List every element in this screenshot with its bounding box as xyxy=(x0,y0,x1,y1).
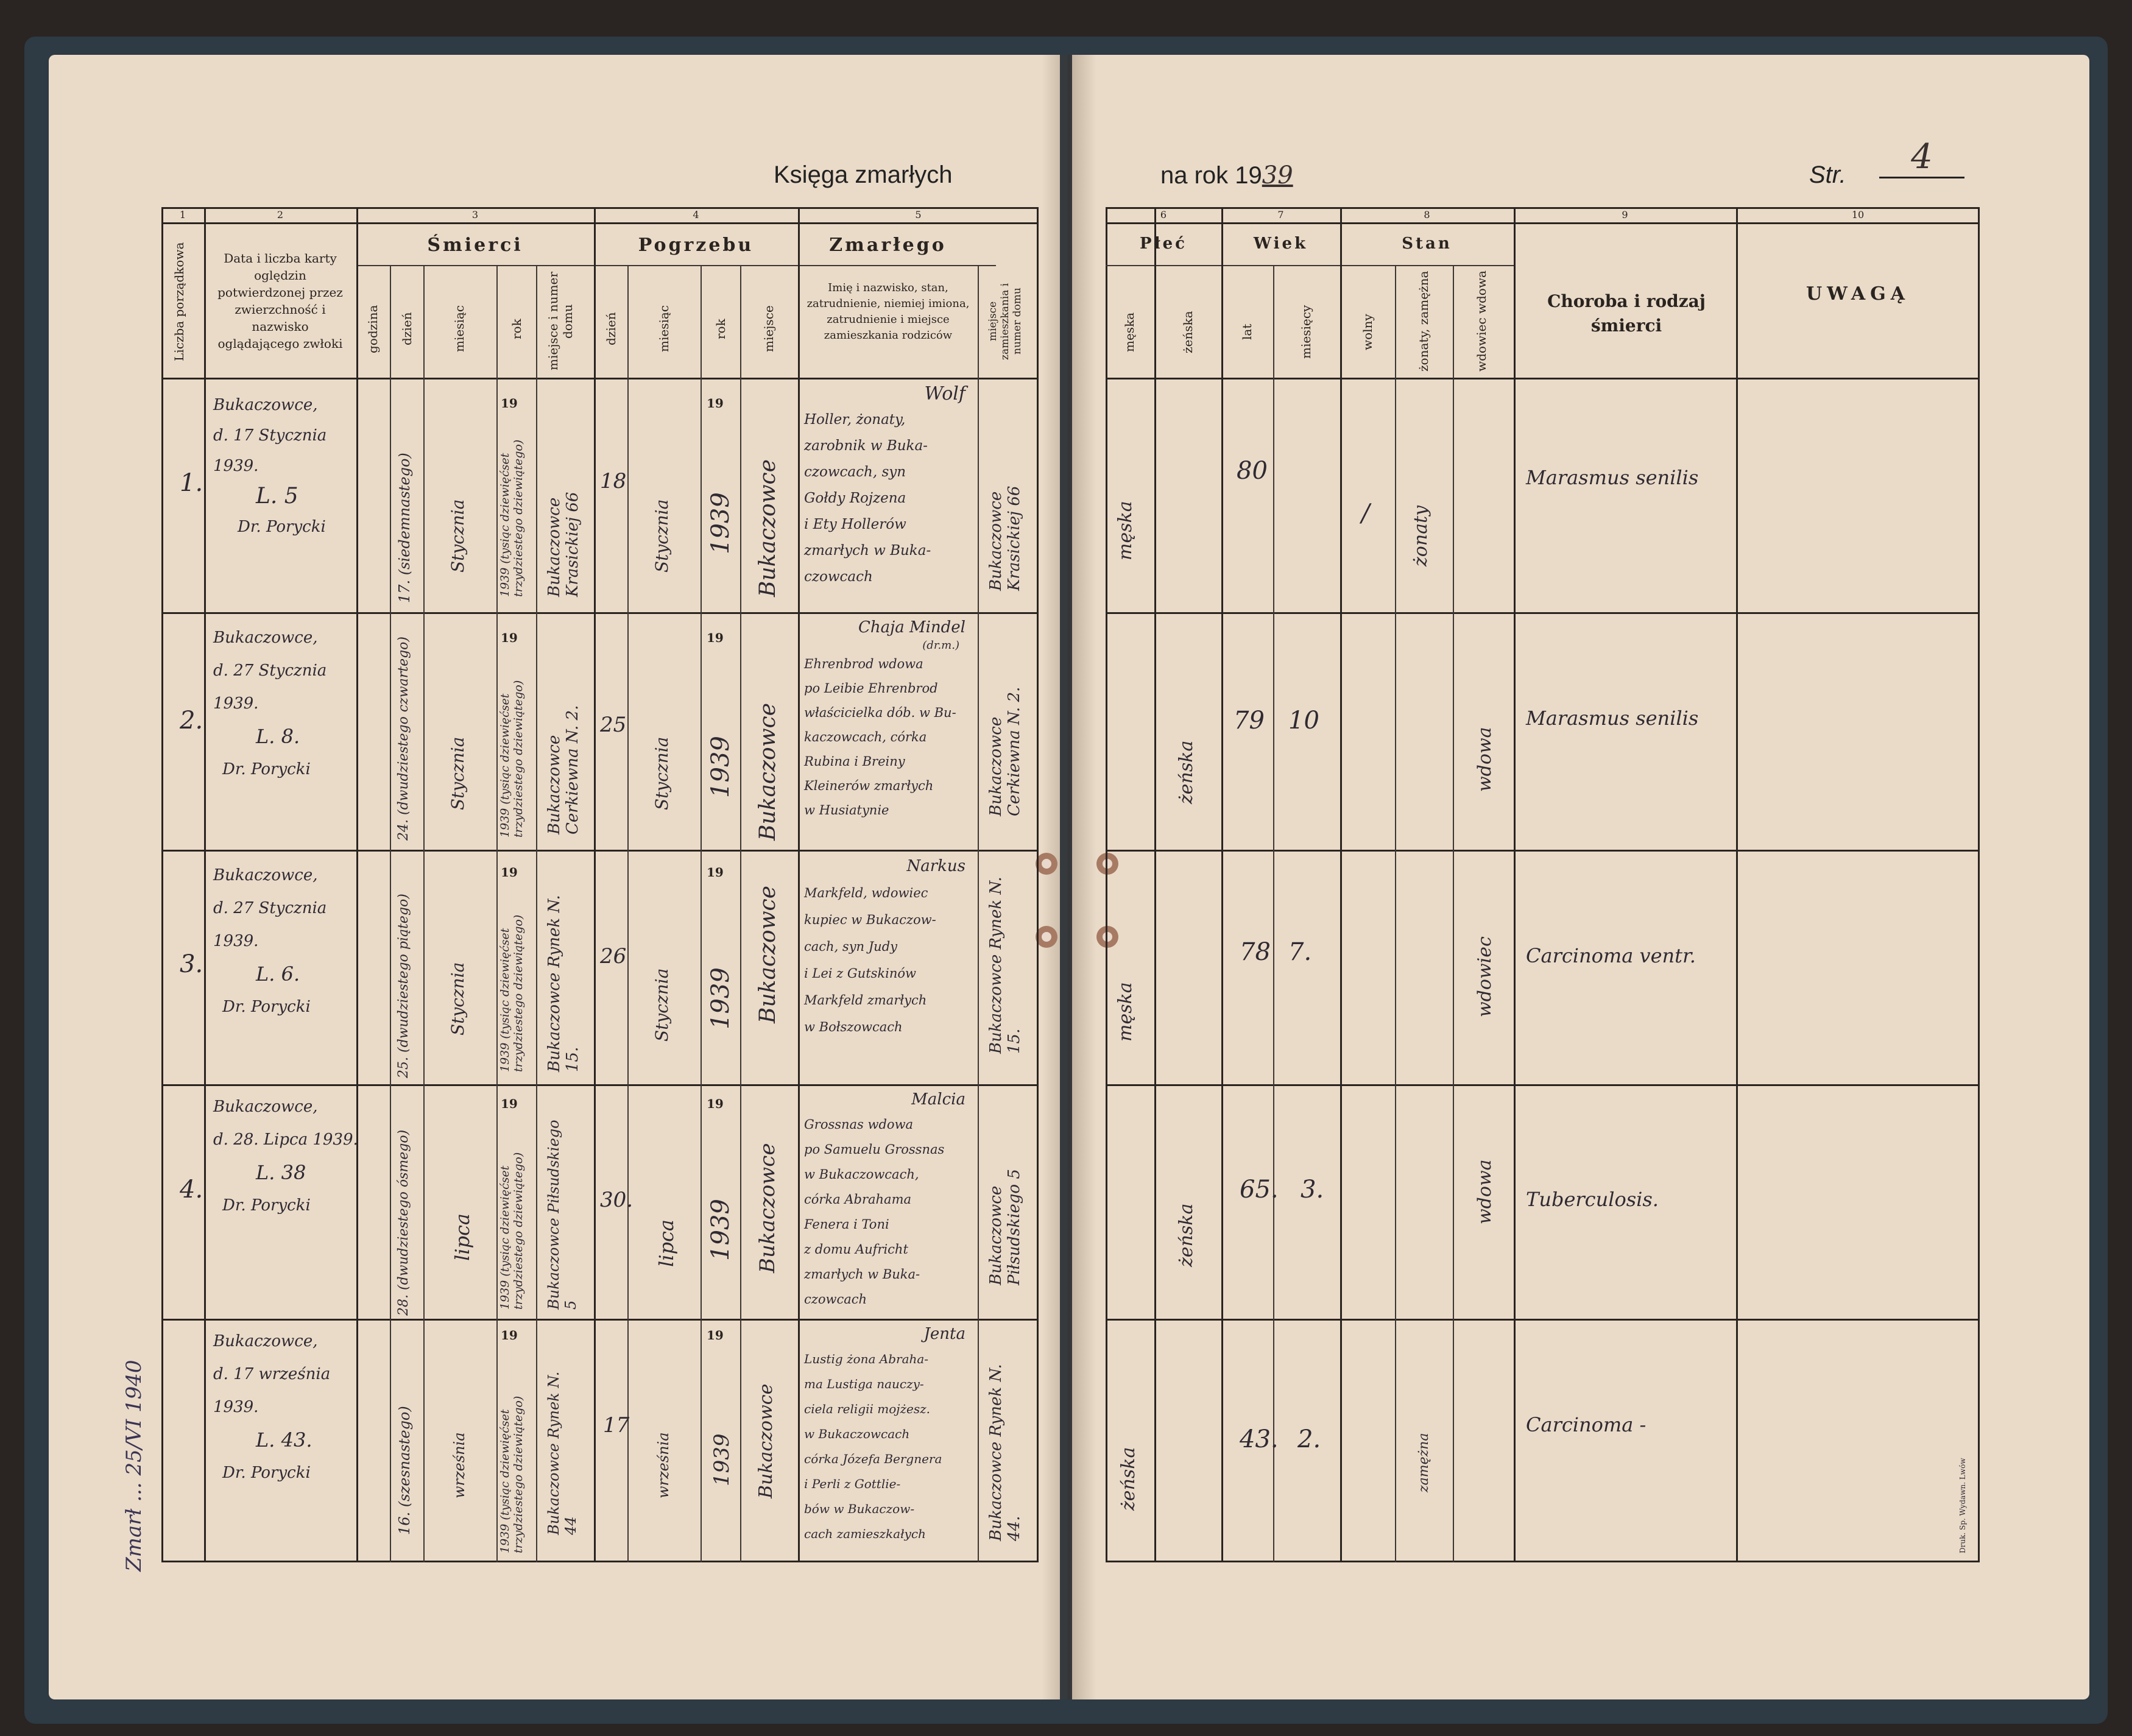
row-3-death-year: 1939 (tysiąc dziewięćset trzydziestego dziewiątego) xyxy=(498,914,525,1072)
right-col-line-7a xyxy=(1273,265,1274,1562)
row-1-death-month: Stycznia xyxy=(448,499,468,573)
row-1-deceased-line-1: Holler, żonaty, xyxy=(804,412,906,428)
row-2-burial-month: Stycznia xyxy=(652,736,672,810)
right-col-line-9 xyxy=(1514,207,1516,1562)
row-4-deceased-line-5: Fenera i Toni xyxy=(804,1217,889,1232)
row-2-deceased-line-0: Chaja Mindel xyxy=(858,618,965,637)
row-1-card xyxy=(213,390,359,542)
right-header-bottom xyxy=(1106,378,1980,379)
row-3-deceased-line-2: kupiec w Bukaczow- xyxy=(804,912,936,927)
right-col-line-8a xyxy=(1395,265,1396,1562)
row-3-burial-year-prefix: 19 xyxy=(707,865,724,880)
row-2-number: 2. xyxy=(180,707,203,735)
row-1-disease: Marasmus senilis xyxy=(1526,466,1699,489)
row-3-disease: Carcinoma ventr. xyxy=(1526,944,1696,967)
left-col-line-4c xyxy=(740,265,741,1562)
colnum-3: 3 xyxy=(471,209,479,221)
row-4-card-number: L. 38 xyxy=(256,1161,306,1184)
row-5-burial-year-prefix: 19 xyxy=(707,1328,724,1343)
colnum-10: 10 xyxy=(1851,209,1865,221)
row-4-burial-day: 30. xyxy=(600,1188,634,1212)
left-row-line-3 xyxy=(161,1084,1039,1086)
sub-miesiecy: miesięcy xyxy=(1299,305,1313,359)
row-5-year-prefix: 19 xyxy=(501,1328,518,1343)
row-2-card-number: L. 8. xyxy=(256,725,300,748)
left-col-line-4 xyxy=(594,207,596,1562)
row-5-deceased-line-6: i Perli z Gottlie- xyxy=(804,1477,901,1491)
left-col-line-5 xyxy=(798,207,800,1562)
year-prefix: na rok 19 xyxy=(1160,162,1262,189)
row-3-number: 3. xyxy=(180,950,203,978)
row-3-burial-year: 1939 xyxy=(707,967,735,1029)
row-1-card-place: Bukaczowce, xyxy=(213,396,318,414)
header-uwaga: UWAGĄ xyxy=(1805,283,1910,305)
row-2-card-date: d. 27 Stycznia 1939. xyxy=(213,662,327,713)
row-1-burial-place: Bukaczowce xyxy=(755,459,780,597)
left-header-bottom xyxy=(161,378,1039,379)
row-2-death-year: 1939 (tysiąc dziewięćset trzydziestego dziewiątego) xyxy=(498,680,525,838)
row-5-burial-place: Bukaczowce xyxy=(755,1383,777,1498)
row-2-year-prefix: 19 xyxy=(501,630,518,645)
margin-note: Zmarł ... 25/VI 1940 xyxy=(122,1360,146,1572)
left-row-line-1 xyxy=(161,612,1039,614)
row-4-card-date: d. 28. Lipca 1939. xyxy=(213,1131,358,1149)
row-2-deceased-line-3: po Leibie Ehrenbrod xyxy=(804,681,938,696)
row-5-age-years: 43. xyxy=(1240,1425,1279,1453)
row-3-deceased-line-6: w Bołszowcach xyxy=(804,1020,903,1034)
sub-wolny: wolny xyxy=(1360,314,1375,350)
row-3-status-widowed: wdowiec xyxy=(1474,936,1495,1017)
colnum-2: 2 xyxy=(277,209,284,221)
row-4-deceased-line-8: czowcach xyxy=(804,1292,867,1307)
row-5-deceased-line-5: córka Józefa Bergnera xyxy=(804,1452,942,1466)
left-col-line-1 xyxy=(204,207,206,1562)
row-4-deceased xyxy=(804,1087,978,1312)
row-4-deceased-line-1: Grossnas wdowa xyxy=(804,1117,914,1132)
row-5-deceased-line-4: w Bukaczowcach xyxy=(804,1427,910,1441)
row-1-deceased-line-0: Wolf xyxy=(924,383,965,404)
row-4-deceased-line-2: po Samuelu Grossnas xyxy=(804,1142,945,1157)
left-colnum-line xyxy=(161,222,1039,224)
right-col-line-8b xyxy=(1453,265,1454,1562)
row-1-deceased-line-5: i Ety Hollerów xyxy=(804,517,906,532)
row-2-burial-place: Bukaczowce xyxy=(755,702,780,841)
row-4-death-place: Bukaczowce Piłsudskiego 5 xyxy=(545,1120,579,1310)
row-5-disease: Carcinoma - xyxy=(1526,1413,1647,1436)
row-1-card-number: L. 5 xyxy=(256,484,298,509)
row-4-card-doctor: Dr. Porycki xyxy=(222,1196,311,1215)
colnum-1: 1 xyxy=(179,209,186,221)
colnum-6: 6 xyxy=(1160,209,1167,221)
row-1-death-year: 1939 (tysiąc dziewięćset trzydziestego dziewiątego) xyxy=(498,439,525,597)
left-col-line-4a xyxy=(627,265,629,1562)
header-smierci: Śmierci xyxy=(427,235,523,256)
row-1-status-free: / xyxy=(1361,499,1370,528)
book-title: Księga zmarłych xyxy=(774,161,953,188)
row-5-sex: żeńska xyxy=(1118,1447,1139,1511)
row-5-deceased xyxy=(804,1322,978,1547)
row-5-burial-month: września xyxy=(655,1432,672,1498)
row-4-death-day: 28. (dwudziestego ósmego) xyxy=(396,1129,411,1316)
binding-stitch-bottom xyxy=(1036,926,1057,948)
row-3-card xyxy=(213,859,359,1023)
row-5-deceased-line-7: bów w Bukaczow- xyxy=(804,1501,915,1516)
row-1-deceased-line-6: zmarłych w Buka- xyxy=(804,543,931,559)
row-2-deceased-line-1: (dr.m.) xyxy=(922,639,959,652)
row-5-card xyxy=(213,1325,359,1489)
sub-godzina: godzina xyxy=(365,305,380,353)
row-3-card-date: d. 27 Stycznia 1939. xyxy=(213,899,327,950)
row-5-deceased-line-0: Jenta xyxy=(923,1325,965,1343)
left-col-line-4b xyxy=(701,265,702,1562)
row-4-burial-place: Bukaczowce xyxy=(755,1143,780,1273)
row-3-age-years: 78 xyxy=(1240,938,1271,966)
row-4-deceased-line-3: w Bukaczowcach, xyxy=(804,1167,919,1182)
header-zmarlego: Zmarłego xyxy=(829,235,947,256)
row-5-death-month: września xyxy=(451,1432,468,1498)
right-table-frame xyxy=(1106,207,1980,1562)
row-4-death-month: lipca xyxy=(451,1213,474,1261)
row-3-death-month: Stycznia xyxy=(448,962,468,1036)
row-3-sex: męska xyxy=(1115,982,1136,1042)
left-col-line-3c xyxy=(496,265,498,1562)
left-subheader-line xyxy=(356,265,996,266)
row-3-residence: Bukaczowce Rynek N. 15. xyxy=(987,877,1023,1054)
sub-miejsce-numer-domu: miejsce i numer domu xyxy=(546,272,575,371)
header-stan: Stan xyxy=(1402,235,1452,253)
sub-pogrzeb-dzien: dzień xyxy=(604,312,618,346)
row-5-card-place: Bukaczowce, xyxy=(213,1332,318,1350)
row-3-deceased xyxy=(804,853,978,1040)
row-1-death-day: 17. (siedemnastego) xyxy=(396,453,413,603)
right-col-line-10 xyxy=(1736,207,1738,1562)
colnum-9: 9 xyxy=(1622,209,1628,221)
row-4-death-year: 1939 (tysiąc dziewięćset trzydziestego dziewiątego) xyxy=(498,1152,525,1310)
row-4-deceased-line-6: z domu Aufricht xyxy=(804,1242,908,1257)
row-5-status-married: zamężna xyxy=(1416,1433,1431,1492)
left-col-line-3b xyxy=(423,265,425,1562)
colnum-8: 8 xyxy=(1424,209,1430,221)
printer-note: Druk. Sp. Wydawn. Lwów xyxy=(1958,1458,1967,1553)
row-2-burial-year-prefix: 19 xyxy=(707,630,724,645)
header-wiek: Wiek xyxy=(1253,235,1308,253)
book-gutter xyxy=(1042,55,1096,1699)
row-4-card-place: Bukaczowce, xyxy=(213,1098,318,1116)
row-3-death-place: Bukaczowce Rynek N. 15. xyxy=(545,895,582,1072)
row-4-burial-month: lipca xyxy=(655,1219,678,1267)
sub-dzien: dzień xyxy=(400,312,414,346)
row-4-year-prefix: 19 xyxy=(501,1096,518,1111)
row-2-deceased-line-2: Ehrenbrod wdowa xyxy=(804,657,923,671)
row-1-burial-year-prefix: 19 xyxy=(707,396,724,411)
left-col-line-3d xyxy=(536,265,537,1562)
header-liczba-porzadkowa: Liczba porządkowa xyxy=(172,242,186,361)
header-choroba: Choroba i rodzaj śmierci xyxy=(1547,291,1706,336)
left-col-line-5a xyxy=(978,265,979,1562)
row-5-deceased-line-2: ma Lustiga nauczy- xyxy=(804,1377,924,1391)
row-4-deceased-line-7: zmarłych w Buka- xyxy=(804,1267,920,1282)
row-4-sex: żeńska xyxy=(1176,1203,1197,1267)
row-5-death-year: 1939 (tysiąc dziewięćset trzydziestego dziewiątego) xyxy=(498,1396,525,1553)
row-1-number: 1. xyxy=(180,469,203,497)
row-4-disease: Tuberculosis. xyxy=(1526,1188,1659,1211)
right-row-line-3 xyxy=(1106,1084,1980,1086)
right-row-line-2 xyxy=(1106,850,1980,852)
colnum-5: 5 xyxy=(915,209,922,221)
row-1-deceased-line-4: Gołdy Rojzena xyxy=(804,490,906,506)
row-1-burial-day: 18 xyxy=(600,469,627,493)
row-2-deceased-line-8: w Husiatynie xyxy=(804,803,889,817)
row-3-burial-month: Stycznia xyxy=(652,968,672,1042)
row-1-age-years: 80 xyxy=(1237,457,1268,485)
row-1-deceased-line-7: czowcach xyxy=(804,569,873,585)
row-2-disease: Marasmus senilis xyxy=(1526,707,1699,730)
sub-pogrzeb-rok: rok xyxy=(713,319,728,339)
sub-miejsce-zamieszkania: miejsce zamieszkania i numer domu xyxy=(987,283,1023,360)
row-3-deceased-line-1: Markfeld, wdowiec xyxy=(804,886,928,900)
row-4-card xyxy=(213,1090,359,1222)
row-4-deceased-line-4: córka Abrahama xyxy=(804,1192,912,1207)
left-row-line-4 xyxy=(161,1319,1039,1321)
row-5-age-months: 2. xyxy=(1297,1425,1321,1453)
row-3-age-months: 7. xyxy=(1288,938,1312,966)
row-1-card-doctor: Dr. Porycki xyxy=(238,518,326,536)
right-col-line-7 xyxy=(1221,207,1223,1562)
row-2-death-month: Stycznia xyxy=(448,736,468,810)
row-2-deceased xyxy=(804,615,978,822)
row-1-sex: męska xyxy=(1115,501,1136,560)
row-5-death-place: Bukaczowce Rynek N. 44 xyxy=(545,1371,579,1535)
binding-stitch-top xyxy=(1036,853,1057,875)
left-row-line-2 xyxy=(161,850,1039,852)
row-1-deceased xyxy=(804,381,978,590)
row-1-death-place: Bukaczowce Krasickiej 66 xyxy=(545,492,582,597)
row-4-burial-year-prefix: 19 xyxy=(707,1096,724,1111)
row-4-age-years: 65. xyxy=(1240,1176,1279,1204)
row-5-card-number: L. 43. xyxy=(256,1428,312,1452)
row-4-residence: Bukaczowce Piłsudskiego 5 xyxy=(987,1169,1023,1285)
left-col-line-3a xyxy=(390,265,391,1562)
header-pogrzebu: Pogrzebu xyxy=(638,235,754,256)
sub-wdowiec-wdowa: wdowiec wdowa xyxy=(1474,270,1489,372)
row-2-sex: żeńska xyxy=(1176,740,1197,804)
row-2-residence: Bukaczowce Cerkiewna N. 2. xyxy=(987,686,1023,816)
row-2-card-doctor: Dr. Porycki xyxy=(222,760,311,778)
row-1-deceased-line-2: zarobnik w Buka- xyxy=(804,438,928,454)
row-2-death-place: Bukaczowce Cerkiewna N. 2. xyxy=(545,705,582,834)
page-number: 4 xyxy=(1879,137,1964,178)
row-3-year-prefix: 19 xyxy=(501,865,518,880)
row-2-deceased-line-7: Kleinerów zmarłych xyxy=(804,778,934,793)
row-2-deceased-line-6: Rubina i Breiny xyxy=(804,754,905,769)
row-5-card-date: d. 17 września 1939. xyxy=(213,1365,331,1416)
sub-rok: rok xyxy=(509,319,524,339)
sub-lat: lat xyxy=(1240,323,1254,340)
row-5-burial-year: 1939 xyxy=(710,1433,734,1486)
row-3-death-day: 25. (dwudziestego piątego) xyxy=(396,894,411,1078)
sub-zenska: żeńska xyxy=(1181,311,1195,353)
sub-meska: męska xyxy=(1122,312,1137,352)
row-2-deceased-line-5: kaczowcach, córka xyxy=(804,730,927,744)
row-3-burial-day: 26 xyxy=(600,944,627,969)
row-4-deceased-line-0: Malcia xyxy=(911,1090,965,1109)
row-1-burial-year: 1939 xyxy=(707,492,735,554)
row-3-burial-place: Bukaczowce xyxy=(755,885,780,1023)
row-5-residence: Bukaczowce Rynek N. 44. xyxy=(987,1364,1023,1541)
row-2-death-day: 24. (dwudziestego czwartego) xyxy=(396,637,411,841)
row-5-card-doctor: Dr. Porycki xyxy=(222,1464,311,1482)
colnum-7: 7 xyxy=(1277,209,1284,221)
row-5-deceased-line-3: ciela religii mojżesz. xyxy=(804,1402,930,1416)
row-2-card-place: Bukaczowce, xyxy=(213,629,318,647)
row-2-card xyxy=(213,621,359,786)
row-3-deceased-line-4: i Lei z Gutskinów xyxy=(804,966,916,981)
row-1-status-married: żonaty xyxy=(1410,505,1431,566)
row-2-deceased-line-4: właścicielka dób. w Bu- xyxy=(804,705,956,720)
row-2-burial-day: 25 xyxy=(600,713,627,737)
sub-miesiac: miesiąc xyxy=(452,305,467,353)
right-row-line-4 xyxy=(1106,1319,1980,1321)
sub-pogrzeb-miesiac: miesiąc xyxy=(657,305,671,353)
right-colnum-line xyxy=(1106,222,1980,224)
row-5-deceased-line-1: Lustig żona Abraha- xyxy=(804,1352,929,1366)
sub-imie-nazwisko: Imię i nazwisko, stan, zatrudnienie, niemiej imiona, zatrudnienie i miejsce zamieszkania rodziców xyxy=(807,281,970,342)
row-5-death-day: 16. (szesnastego) xyxy=(396,1406,413,1535)
sub-pogrzeb-miejsce: miejsce xyxy=(761,305,776,353)
row-4-number: 4. xyxy=(180,1176,203,1204)
page-label: Str. xyxy=(1809,161,1846,188)
row-4-burial-year: 1939 xyxy=(707,1199,735,1261)
year-label xyxy=(1160,161,1293,189)
row-3-deceased-line-0: Narkus xyxy=(906,857,965,875)
year-suffix: 39 xyxy=(1262,161,1293,189)
row-1-burial-month: Stycznia xyxy=(652,499,672,573)
row-5-deceased-line-8: cach zamieszkałych xyxy=(804,1526,926,1541)
row-3-deceased-line-5: Markfeld zmarłych xyxy=(804,993,927,1007)
row-3-deceased-line-3: cach, syn Judy xyxy=(804,939,898,954)
header-data-karty: Data i liczba karty oględzin potwierdzonej przez zwierzchność i nazwisko oglądającego zwłoki xyxy=(217,251,343,351)
row-1-deceased-line-3: czowcach, syn xyxy=(804,464,906,480)
row-1-residence: Bukaczowce Krasickiej 66 xyxy=(987,485,1023,591)
row-3-card-number: L. 6. xyxy=(256,962,300,986)
row-5-burial-day: 17 xyxy=(603,1413,630,1438)
row-2-status-widowed: wdowa xyxy=(1474,727,1495,792)
header-plec: Płeć xyxy=(1140,235,1187,253)
row-3-card-place: Bukaczowce, xyxy=(213,866,318,884)
row-1-year-prefix: 19 xyxy=(501,396,518,411)
row-2-age-years: 79 xyxy=(1234,707,1265,735)
colnum-4: 4 xyxy=(693,209,699,221)
row-4-status-widowed: wdowa xyxy=(1474,1159,1495,1224)
row-3-card-doctor: Dr. Porycki xyxy=(222,998,311,1016)
row-1-card-date: d. 17 Stycznia 1939. xyxy=(213,426,327,475)
right-col-line-8 xyxy=(1340,207,1342,1562)
row-2-age-months: 10 xyxy=(1288,707,1319,735)
right-row-line-1 xyxy=(1106,612,1980,614)
right-col-line-6a xyxy=(1154,207,1156,1562)
row-4-age-months: 3. xyxy=(1301,1176,1324,1204)
sub-zonaty-zamezna: żonaty, zamężna xyxy=(1416,270,1431,372)
row-2-burial-year: 1939 xyxy=(707,736,735,798)
